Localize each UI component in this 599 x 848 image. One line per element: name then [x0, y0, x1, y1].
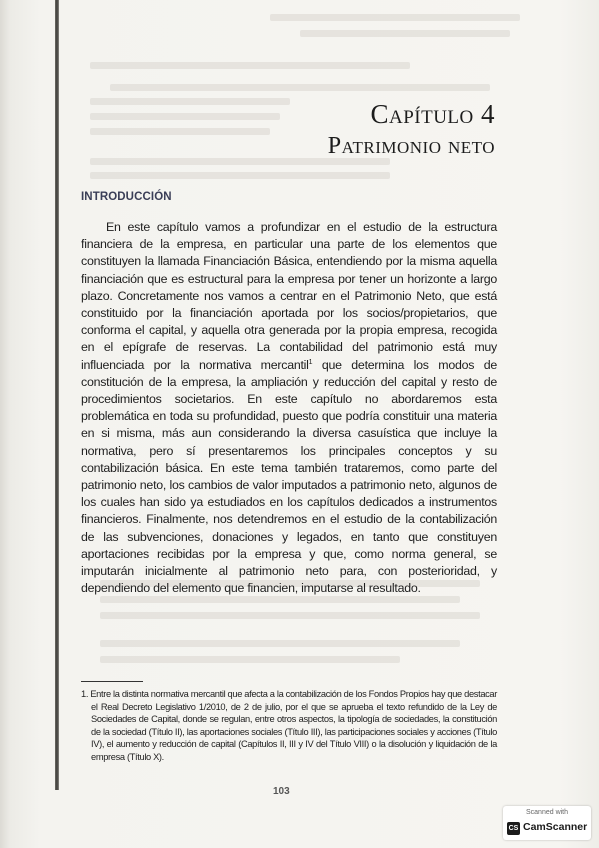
camscanner-watermark [503, 806, 591, 840]
chapter-header [328, 98, 495, 162]
page-number: 103 [273, 786, 290, 797]
book-binding-shadow [55, 0, 59, 790]
watermark-brand: CamScanner [523, 821, 588, 833]
camscanner-icon: CS [507, 822, 520, 835]
body-text-part1: En este capítulo vamos a profundizar en el estudio de la estructura financiera de la empresa, en particular una parte de los elementos que constituyen la llamada Financiación Básica, entendiendo por la misma aquella financiación que es estructural para la empresa por tener un horizonte a largo plazo. Concretamente nos vamos a centrar en el Patrimonio Neto, que está constituido por la financiación aportada por los socios/propietarios, que conforma el capital, y aquella otra generada por la propia empresa, recogida en el epígrafe de reservas. La contabilidad del patrimonio está muy influenciada por la normativa mercantil [81, 220, 497, 372]
section-heading: INTRODUCCIÓN [81, 191, 172, 203]
chapter-title: Patrimonio neto [327, 133, 495, 159]
body-paragraph [81, 219, 497, 597]
footnote: 1. Entre la distinta normativa mercantil que afecta a la contabilización de los Fondos Propios hay que destacar el Real Decreto Legislativo 1/2010, de 2 de julio, por el que se aprueba el texto refundido de la Ley de Sociedades de Capital, donde se regulan, entre otros aspectos, la tipología de sociedades, la constitución de la sociedad (Título II), las aportaciones sociales (Título III), las participaciones sociales y acciones (Título IV), el aumento y reducción de capital (Capítulos II, III y IV del Título VIII) o la disolución y liquidación de la empresa (Título X). [81, 689, 497, 762]
footnote-separator [81, 681, 143, 682]
watermark-caption: Scanned with [525, 809, 569, 816]
body-text-part2: que determina los modos de constitución de la empresa, la ampliación y reducción del capital y resto de procedimientos societarios. En este capítulo no abordaremos esta problemática en toda su profundidad, puesto que podría constituir una materia en si misma, más aun considerando la diversa casuística que incluye la normativa, pero sí presentaremos los principales conceptos y su contabilización básica. En este tema también trataremos, como parte del patrimonio neto, los cambios de valor imputados a patrimonio neto, algunos de los cuales han sido ya estudiados en los capítulos dedicados a instrumentos financieros. Finalmente, nos detendremos en el estudio de la contabilización de las subvenciones, donaciones y legados, en tanto que constituyen aportaciones recibidas por la empresa y que, como norma general, se imputarán inicialmente al patrimonio neto para, con posterioridad, y dependiendo del elemento que financien, imputarse al resultado. [81, 357, 497, 596]
footnote-reference: 1 [308, 358, 313, 366]
chapter-number: Capítulo 4 [370, 99, 495, 129]
